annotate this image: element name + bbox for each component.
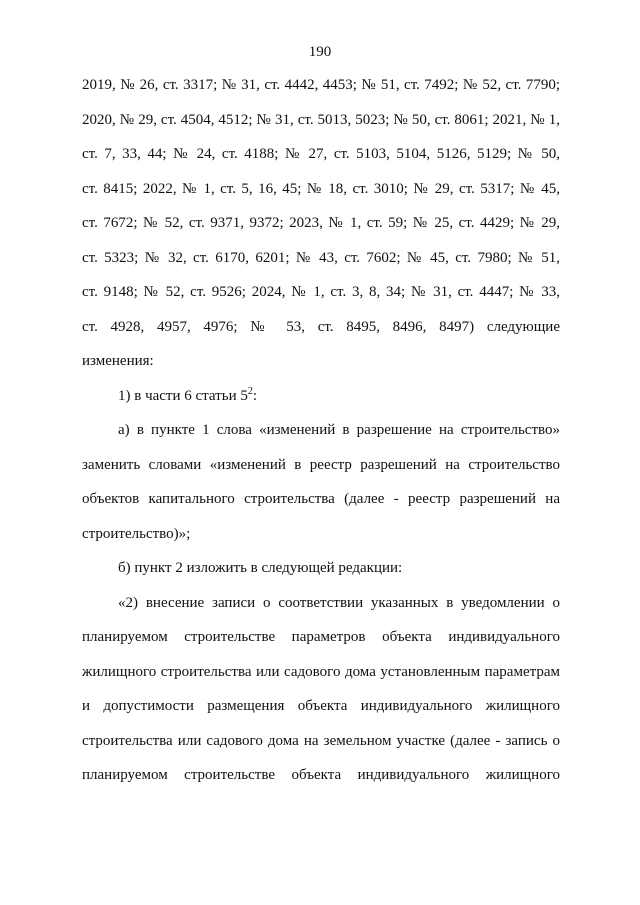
text-line: ст. 9148; № 52, ст. 9526; 2024, № 1, ст. 3, 8, 34; № 31, ст. 4447; № 33, — [82, 284, 560, 300]
superscript: 2 — [247, 385, 253, 397]
text-line: ст. 5323; № 32, ст. 6170, 6201; № 43, ст. 7602; № 45, ст. 7980; № 51, — [82, 249, 560, 266]
text-line: ст. 4928, 4957, 4976; № 53, ст. 8495, 8496, 8497) следующие — [82, 318, 560, 335]
text-line: строительство)»; — [82, 525, 191, 542]
text-line: б) пункт 2 изложить в следующей редакции: — [118, 560, 403, 576]
list-item-text: 1) в части 6 статьи 5 — [118, 387, 248, 404]
text-line: 2019, № 26, ст. 3317; № 31, ст. 4442, 4453; № 51, ст. 7492; № 52, ст. 7790; — [82, 77, 560, 93]
text-line: изменения: — [82, 353, 154, 369]
page-number: 190 — [308, 44, 332, 60]
text-line: жилищного строительства или садового дома установленным параметрам — [82, 663, 560, 680]
text-line: ст. 7, 33, 44; № 24, ст. 4188; № 27, ст. 5103, 5104, 5126, 5129; № 50, — [82, 146, 560, 162]
text-line: заменить словами «изменений в реестр разрешений на строительство — [82, 456, 560, 473]
list-item-tail: : — [252, 387, 258, 404]
text-line: ст. 7672; № 52, ст. 9371, 9372; 2023, № 1, ст. 59; № 25, ст. 4429; № 29, — [82, 215, 560, 231]
text-line: 2020, № 29, ст. 4504, 4512; № 31, ст. 5013, 5023; № 50, ст. 8061; 2021, № 1, — [82, 111, 560, 128]
text-line: строительства или садового дома на земельном участке (далее - запись о — [82, 732, 560, 749]
document-body — [82, 68, 560, 793]
text-line: ст. 8415; 2022, № 1, ст. 5, 16, 45; № 18, ст. 3010; № 29, ст. 5317; № 45, — [82, 180, 560, 197]
text-line: «2) внесение записи о соответствии указанных в уведомлении о — [118, 594, 560, 611]
text-line: планируемом строительстве параметров объекта индивидуального — [82, 629, 560, 645]
text-line: а) в пункте 1 слова «изменений в разрешение на строительство» — [118, 422, 560, 438]
text-line: и допустимости размещения объекта индивидуального жилищного — [82, 698, 560, 714]
list-item-heading — [82, 379, 560, 414]
text-line: объектов капитального строительства (далее - реестр разрешений на — [82, 491, 560, 507]
text-line: планируемом строительстве объекта индивидуального жилищного — [82, 767, 560, 783]
